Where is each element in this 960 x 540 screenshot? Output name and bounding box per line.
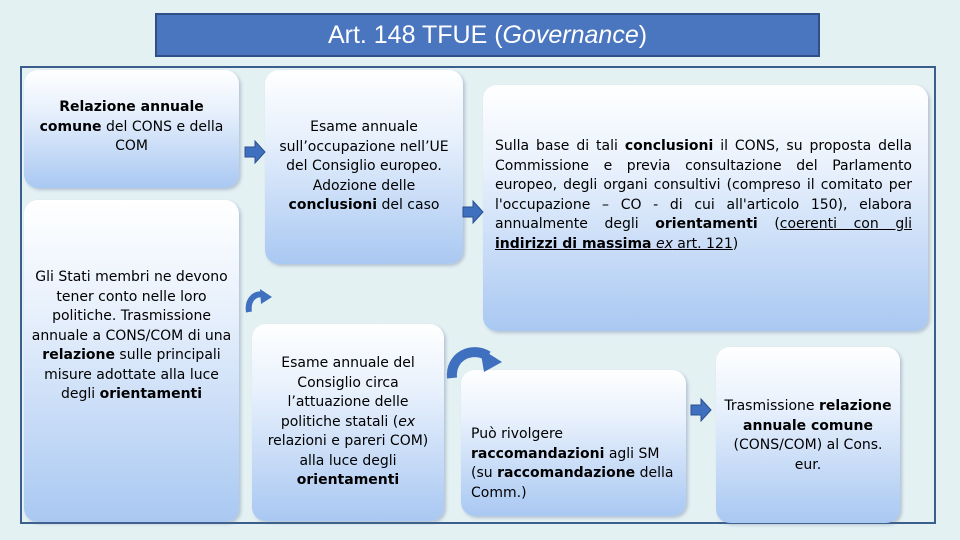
box-esame-consiglio [252, 324, 444, 521]
text-bold: conclusioni [624, 138, 714, 154]
title-text: Art. 148 TFUE ( [327, 20, 503, 49]
text-span: del caso [377, 197, 440, 214]
page-title [155, 13, 820, 57]
text-bold: conclusioni [288, 197, 378, 214]
text-span: (CONS/COM) al Cons. eur. [733, 437, 883, 473]
text-italic: ex [655, 235, 673, 252]
text-underline: coerenti con gli [779, 216, 912, 232]
text-span: Trasmissione [724, 398, 819, 414]
text-span: il CONS, su proposta della Commissione e previa consultazione del Parlamento europeo, degli organi consultivi (compreso il comitato per l'occupazione – CO - di cui all'articolo 150), elabora annualmente degli [495, 138, 913, 232]
title-end: ) [638, 20, 648, 49]
text-span: Esame annuale del Consiglio circa l’attuazione delle politiche statali ( [280, 355, 415, 430]
box-esame-consiglio-text [252, 354, 444, 491]
box-orientamenti-text [483, 137, 928, 254]
text-bold: orientamenti [99, 386, 203, 402]
curved-arrow-icon [245, 288, 273, 314]
text-span: ( [757, 216, 780, 232]
box-stati-membri [24, 200, 239, 522]
text-bold: relazione annuale comune [743, 398, 892, 434]
title-italic: Governance [502, 20, 639, 49]
box-relazione-annuale [24, 70, 239, 188]
box-orientamenti [483, 85, 928, 331]
curved-arrow-icon [446, 342, 504, 380]
text-span: relazioni e pareri COM) alla luce degli [267, 433, 429, 469]
text-span: Gli Stati membri ne devono tener conto nelle loro politiche. Trasmissione annuale a CONS/COM di una [31, 269, 232, 344]
box-raccomandazioni [461, 370, 686, 516]
text-span: ) [732, 235, 739, 252]
text-underline: art. 121 [672, 235, 733, 252]
box-stati-membri-text [24, 268, 239, 405]
text-bold: indirizzi di massima [495, 235, 652, 252]
text-span: Può rivolgere [471, 426, 564, 442]
text-span: del CONS e della COM [101, 118, 224, 154]
text-bold: raccomandazione [497, 465, 636, 481]
text-bold: Relazione annuale comune [39, 99, 204, 135]
text-underline-italic [656, 236, 673, 252]
text-span: Esame annuale sull’occupazione nell’UE del Consiglio europeo. Adozione delle [279, 119, 449, 194]
box-raccomandazioni-text [461, 425, 686, 503]
text-span: Sulla base di tali [495, 138, 625, 154]
text-bold: relazione [42, 347, 115, 363]
arrow-right-icon [690, 398, 712, 422]
text-underline-bold [495, 236, 652, 252]
text-span: della Comm.) [471, 465, 674, 501]
box-trasmissione-text [716, 397, 900, 475]
text-italic: ex [398, 413, 416, 430]
text-bold: orientamenti [296, 472, 400, 489]
arrow-right-icon [462, 200, 484, 224]
box-esame-consiglio-europeo [265, 70, 463, 264]
text-bold: raccomandazioni [471, 445, 605, 462]
box-esame-consiglio-europeo-text [265, 118, 463, 216]
text-span: sulle principali misure adottate alla luce degli [44, 347, 221, 402]
text-bold: orientamenti [655, 216, 758, 232]
text-span: agli SM (su [471, 445, 660, 481]
box-relazione-annuale-text [24, 98, 239, 157]
box-trasmissione [716, 347, 900, 523]
arrow-right-icon [244, 140, 266, 164]
